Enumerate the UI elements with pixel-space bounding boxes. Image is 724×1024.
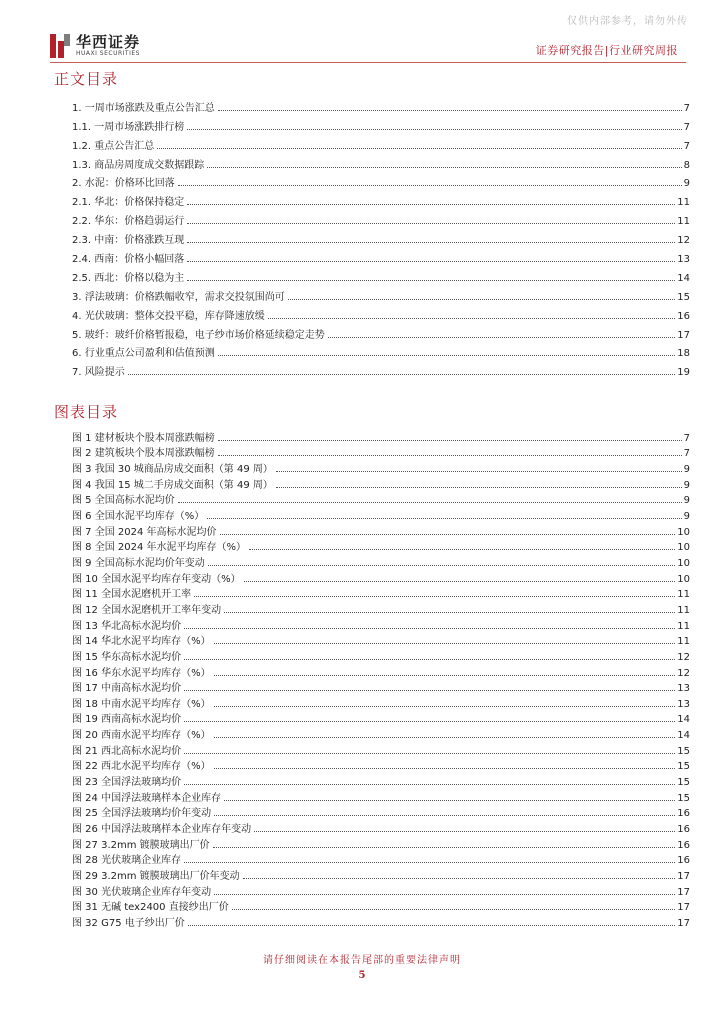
dot-leader [276, 487, 682, 488]
toc-entry-label: 图 8 全国 2024 年水泥平均库存（%） [72, 542, 247, 554]
toc-entry-label: 图 20 西南水泥平均库存（%） [72, 730, 211, 742]
figure-entry[interactable] [72, 538, 690, 554]
toc-entry-page: 11 [677, 620, 690, 632]
toc-entry-page: 7 [683, 140, 690, 152]
figure-entry[interactable] [72, 600, 690, 616]
toc-entry-label: 图 15 华东高标水泥均价 [72, 651, 182, 663]
dot-leader [187, 223, 675, 224]
toc-entry-page: 16 [677, 855, 690, 867]
figure-entry[interactable] [72, 553, 690, 569]
figure-entry[interactable] [72, 459, 690, 475]
toc-entry-page: 17 [677, 329, 690, 341]
toc-entry-label: 2. 水泥：价格环比回落 [72, 178, 175, 190]
toc-entry-page: 7 [683, 102, 690, 114]
toc-entry-label: 图 17 中南高标水泥均价 [72, 683, 182, 695]
figure-entry[interactable] [72, 788, 690, 804]
toc-entry-page: 17 [677, 886, 690, 898]
toc-entry[interactable] [72, 303, 690, 322]
toc-entry-label: 2.4. 西南：价格小幅回落 [72, 254, 185, 266]
toc-entry-label: 图 6 全国水泥平均库存（%） [72, 510, 205, 522]
toc-entry-page: 17 [677, 871, 690, 883]
toc-entry-label: 图 31 无碱 tex2400 直接纱出厂价 [72, 902, 229, 914]
dot-leader [207, 167, 681, 168]
dot-leader [184, 659, 675, 660]
dot-leader [184, 862, 675, 863]
toc-entry-page: 9 [683, 463, 690, 475]
toc-entry-label: 图 23 全国浮法玻璃均价 [72, 777, 182, 789]
toc-entry-label: 2.3. 中南：价格涨跌互现 [72, 235, 185, 247]
toc-entry-label: 图 29 3.2mm 镀膜玻璃出厂价年变动 [72, 871, 240, 883]
toc-entry-page: 7 [683, 448, 690, 460]
toc-entry-page: 13 [677, 683, 690, 695]
toc-entry-label: 图 1 建材板块个股本周涨跌幅榜 [72, 432, 215, 444]
toc-entry-page: 10 [677, 526, 690, 538]
toc-entry-label: 图 12 全国水泥磨机开工率年变动 [72, 604, 222, 616]
toc-entry[interactable] [72, 114, 690, 133]
toc-entry-page: 16 [677, 839, 690, 851]
figure-entry[interactable] [72, 585, 690, 601]
toc-entry[interactable] [72, 227, 690, 246]
toc-entry[interactable] [72, 284, 690, 303]
toc-entry-page: 9 [683, 495, 690, 507]
figure-entry[interactable] [72, 694, 690, 710]
toc-entry-label: 6. 行业重点公司盈利和估值预测 [72, 348, 215, 360]
toc-entry-label: 1.2. 重点公告汇总 [72, 140, 155, 152]
toc-entry-page: 7 [683, 121, 690, 133]
toc-entry-label: 图 25 全国浮法玻璃均价年变动 [72, 808, 212, 820]
toc-entry-page: 11 [677, 216, 690, 228]
toc-entry-page: 15 [677, 745, 690, 757]
toc-entry[interactable] [72, 341, 690, 360]
toc-entry-label: 7. 风险提示 [72, 367, 125, 379]
dot-leader [249, 549, 675, 550]
dot-leader [218, 455, 682, 456]
figure-entry[interactable] [72, 804, 690, 820]
dot-leader [214, 675, 676, 676]
figure-entry[interactable] [72, 913, 690, 929]
figure-entry[interactable] [72, 772, 690, 788]
dot-leader [184, 721, 675, 722]
toc-entry-page: 11 [677, 197, 690, 209]
toc-entry-label: 图 22 西北水泥平均库存（%） [72, 761, 211, 773]
dot-leader [187, 129, 681, 130]
report-type: 证券研究报告|行业研究周报 [535, 44, 678, 57]
toc-entry-label: 1. 一周市场涨跌及重点公告汇总 [72, 102, 215, 114]
watermark-text: 仅供内部参考，请勿外传 [567, 16, 688, 27]
dot-leader [187, 242, 675, 243]
dot-leader [220, 534, 676, 535]
toc-entry-label: 图 14 华北水泥平均库存（%） [72, 636, 211, 648]
dot-leader [157, 148, 681, 149]
dot-leader [214, 643, 676, 644]
toc-entry-page: 10 [677, 573, 690, 585]
toc-entry-page: 8 [683, 159, 690, 171]
toc-entry-page: 15 [677, 761, 690, 773]
toc-entry[interactable] [72, 322, 690, 341]
dot-leader [288, 299, 676, 300]
figure-entry[interactable] [72, 663, 690, 679]
toc-entry-page: 16 [677, 310, 690, 322]
toc-entry-page: 17 [677, 918, 690, 929]
toc-entry-label: 图 26 中国浮法玻璃样本企业库存年变动 [72, 824, 252, 836]
toc-entry-page: 11 [677, 589, 690, 601]
toc-entry-label: 3. 浮法玻璃：价格跌幅收窄，需求交投氛围尚可 [72, 291, 285, 303]
figure-entry[interactable] [72, 851, 690, 867]
figure-entry[interactable] [72, 679, 690, 695]
legal-disclaimer: 请仔细阅读在本报告尾部的重要法律声明 [263, 955, 461, 966]
toc-entry-page: 14 [677, 272, 690, 284]
dot-leader [232, 909, 676, 910]
toc-entry-label: 2.5. 西北：价格以稳为主 [72, 272, 185, 284]
toc-entry-label: 图 19 西南高标水泥均价 [72, 714, 182, 726]
toc-main-list [72, 95, 690, 378]
toc-entry-page: 12 [677, 651, 690, 663]
toc-entry[interactable] [72, 208, 690, 227]
toc-entry-label: 图 7 全国 2024 年高标水泥均价 [72, 526, 217, 538]
dot-leader [184, 784, 675, 785]
toc-entry[interactable] [72, 152, 690, 171]
toc-entry-page: 15 [677, 792, 690, 804]
toc-entry-label: 图 2 建筑板块个股本周涨跌幅榜 [72, 448, 215, 460]
toc-entry-label: 4. 光伏玻璃：整体交投平稳，库存降速放缓 [72, 310, 265, 322]
figure-entry[interactable] [72, 757, 690, 773]
toc-entry[interactable] [72, 133, 690, 152]
figure-entry[interactable] [72, 569, 690, 585]
toc-entry-page: 15 [677, 777, 690, 789]
toc-entry-label: 图 3 我国 30 城商品房成交面积（第 49 周） [72, 463, 273, 475]
toc-entry[interactable] [72, 95, 690, 114]
toc-entry-label: 图 4 我国 15 城二手房成交面积（第 49 周） [72, 479, 273, 491]
dot-leader [213, 847, 676, 848]
huaxi-logo-icon [50, 34, 70, 58]
dot-leader [254, 831, 675, 832]
toc-entry-label: 2.1. 华北：价格保持稳定 [72, 197, 185, 209]
dot-leader [224, 800, 675, 801]
toc-entry-page: 15 [677, 291, 690, 303]
dot-leader [244, 581, 676, 582]
toc-entry-label: 图 24 中国浮法玻璃样本企业库存 [72, 792, 222, 804]
figure-entry[interactable] [72, 475, 690, 491]
dot-leader [214, 737, 676, 738]
toc-entry-page: 9 [683, 479, 690, 491]
dot-leader [243, 878, 676, 879]
toc-entry-label: 图 30 光伏玻璃企业库存年变动 [72, 886, 212, 898]
toc-entry-label: 图 21 西北高标水泥均价 [72, 745, 182, 757]
toc-entry-label: 图 11 全国水泥磨机开工率 [72, 589, 192, 601]
toc-entry-page: 14 [677, 714, 690, 726]
dot-leader [184, 690, 675, 691]
dot-leader [328, 337, 676, 338]
toc-entry[interactable] [72, 246, 690, 265]
figure-entry[interactable] [72, 866, 690, 882]
toc-entry-page: 9 [683, 510, 690, 522]
toc-entry-page: 13 [677, 698, 690, 710]
toc-figures-list [72, 428, 690, 929]
toc-entry-label: 图 5 全国高标水泥均价 [72, 495, 175, 507]
dot-leader [184, 753, 675, 754]
figure-entry[interactable] [72, 819, 690, 835]
toc-entry-page: 12 [677, 235, 690, 247]
figure-entry[interactable] [72, 835, 690, 851]
toc-entry-label: 图 9 全国高标水泥均价年变动 [72, 557, 205, 569]
toc-entry-page: 13 [677, 254, 690, 266]
dot-leader [178, 502, 682, 503]
dot-leader [208, 565, 676, 566]
toc-entry[interactable] [72, 171, 690, 190]
toc-entry[interactable] [72, 359, 690, 378]
toc-entry-label: 图 32 G75 电子纱出厂价 [72, 918, 185, 929]
toc-entry[interactable] [72, 265, 690, 284]
toc-entry-label: 5. 玻纤：玻纤价格暂报稳，电子纱市场价格延续稳定走势 [72, 329, 325, 341]
toc-entry-page: 16 [677, 824, 690, 836]
figure-entry[interactable] [72, 506, 690, 522]
toc-entry-page: 7 [683, 432, 690, 444]
toc-entry[interactable] [72, 189, 690, 208]
figure-entry[interactable] [72, 522, 690, 538]
toc-entry-label: 图 16 华东水泥平均库存（%） [72, 667, 211, 679]
header-divider [50, 62, 686, 63]
toc-entry-page: 17 [677, 902, 690, 914]
dot-leader [214, 768, 676, 769]
dot-leader [218, 110, 682, 111]
dot-leader [268, 318, 676, 319]
dot-leader [187, 204, 675, 205]
figure-entry[interactable] [72, 616, 690, 632]
figure-entry[interactable] [72, 710, 690, 726]
toc-entry-page: 10 [677, 542, 690, 554]
toc-entry-label: 图 27 3.2mm 镀膜玻璃出厂价 [72, 839, 210, 851]
dot-leader [194, 596, 675, 597]
toc-entry-page: 11 [677, 604, 690, 616]
figure-entry[interactable] [72, 632, 690, 648]
figure-entry[interactable] [72, 898, 690, 914]
figure-entry[interactable] [72, 444, 690, 460]
toc-entry-page: 18 [677, 348, 690, 360]
dot-leader [178, 185, 682, 186]
toc-entry-label: 1.3. 商品房周度成交数据跟踪 [72, 159, 205, 171]
toc-entry-label: 2.2. 华东：价格趋弱运行 [72, 216, 185, 228]
logo-name-cn: 华西证券 [76, 33, 141, 51]
dot-leader [214, 706, 676, 707]
toc-entry-label: 图 10 全国水泥平均库存年变动（%） [72, 573, 241, 585]
dot-leader [224, 612, 675, 613]
figure-entry[interactable] [72, 491, 690, 507]
toc-figures-title: 图表目录 [54, 403, 119, 421]
toc-entry-page: 14 [677, 730, 690, 742]
logo-name-en: HUAXI SECURITIES [76, 50, 140, 57]
company-logo [50, 34, 140, 58]
toc-entry-page: 10 [677, 557, 690, 569]
figure-entry[interactable] [72, 725, 690, 741]
toc-entry-page: 12 [677, 667, 690, 679]
figure-entry[interactable] [72, 647, 690, 663]
toc-entry-label: 图 18 中南水泥平均库存（%） [72, 698, 211, 710]
dot-leader [187, 280, 675, 281]
dot-leader [188, 925, 676, 926]
figure-entry[interactable] [72, 741, 690, 757]
dot-leader [218, 440, 682, 441]
toc-entry-page: 11 [677, 636, 690, 648]
dot-leader [184, 628, 675, 629]
dot-leader [128, 374, 676, 375]
toc-entry-label: 1.1. 一周市场涨跌排行榜 [72, 121, 185, 133]
dot-leader [187, 261, 675, 262]
figure-entry[interactable] [72, 882, 690, 898]
dot-leader [276, 471, 682, 472]
page-number: 5 [358, 970, 366, 981]
figure-entry[interactable] [72, 428, 690, 444]
dot-leader [214, 894, 675, 895]
toc-main-title: 正文目录 [54, 70, 119, 88]
toc-entry-page: 19 [677, 367, 690, 379]
dot-leader [207, 518, 681, 519]
dot-leader [218, 355, 676, 356]
dot-leader [214, 815, 675, 816]
toc-entry-label: 图 13 华北高标水泥均价 [72, 620, 182, 632]
toc-entry-page: 16 [677, 808, 690, 820]
toc-entry-page: 9 [683, 178, 690, 190]
toc-entry-label: 图 28 光伏玻璃企业库存 [72, 855, 182, 867]
